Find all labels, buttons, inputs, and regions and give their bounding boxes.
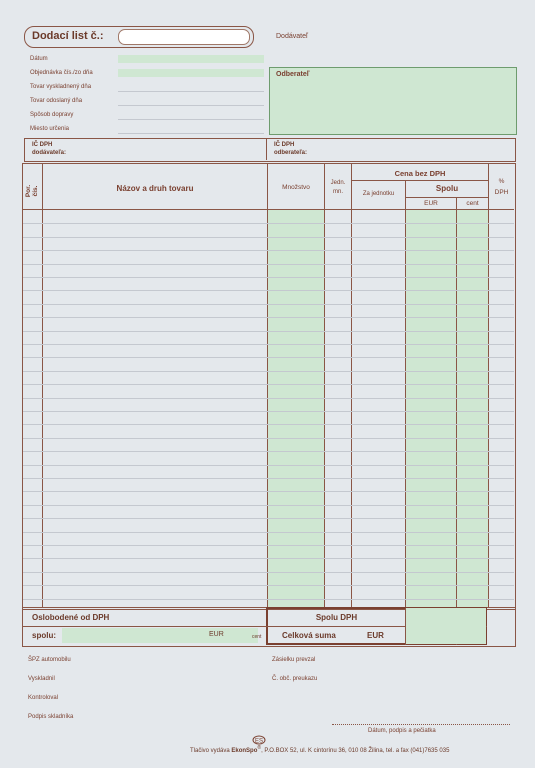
field-dispatched-label: Tovar vyskladnený dňa bbox=[30, 84, 92, 90]
col-header-name: Názov a druh tovaru bbox=[116, 184, 194, 193]
table-row[interactable] bbox=[23, 505, 514, 506]
totals-value-fill[interactable] bbox=[406, 608, 486, 644]
field-order-input[interactable] bbox=[118, 69, 264, 77]
footer-checked-label: Kontroloval bbox=[28, 695, 59, 701]
svg-text:ES: ES bbox=[255, 738, 264, 745]
customer-vat-label-1: IČ DPH bbox=[274, 142, 295, 148]
footer-issued-label: Vyskladnil bbox=[28, 676, 55, 682]
signature-caption: Dátum, podpis a pečiatka bbox=[368, 728, 436, 734]
col-header-eur: EUR bbox=[424, 200, 438, 207]
supplier-vat-label-1: IČ DPH bbox=[32, 142, 53, 148]
supplier-vat-label-2: dodávateľa: bbox=[32, 150, 66, 156]
table-row[interactable] bbox=[23, 277, 514, 278]
table-row[interactable] bbox=[23, 357, 514, 358]
field-destination-label: Miesto určenia bbox=[30, 126, 70, 132]
field-date-input[interactable] bbox=[118, 55, 264, 63]
vat-row bbox=[24, 138, 516, 162]
customer-label: Odberateľ bbox=[276, 71, 310, 78]
total-column-fill bbox=[405, 209, 488, 607]
supplier-label: Dodávateľ bbox=[276, 33, 309, 40]
table-row[interactable] bbox=[23, 290, 514, 291]
table-row[interactable] bbox=[23, 585, 514, 586]
footer-id-label: Č. obč. preukazu bbox=[272, 676, 318, 682]
col-header-total: Spolu bbox=[435, 184, 459, 193]
table-row[interactable] bbox=[23, 264, 514, 265]
table-row[interactable] bbox=[23, 411, 514, 412]
grand-total-label: Celková suma bbox=[282, 631, 336, 640]
table-row[interactable] bbox=[23, 438, 514, 439]
footer-plate-label: ŠPZ automobilu bbox=[28, 657, 71, 663]
col-header-vat-1: % bbox=[498, 178, 505, 185]
vat-total-label: Spolu DPH bbox=[315, 613, 358, 622]
table-row[interactable] bbox=[23, 384, 514, 385]
spolu-value-field[interactable] bbox=[62, 628, 258, 643]
table-row[interactable] bbox=[23, 344, 514, 345]
qty-column-fill bbox=[268, 209, 324, 607]
customer-vat-label-2: odberateľa: bbox=[274, 150, 307, 156]
table-row[interactable] bbox=[23, 491, 514, 492]
table-row[interactable] bbox=[23, 304, 514, 305]
table-row[interactable] bbox=[23, 545, 514, 546]
table-row[interactable] bbox=[23, 572, 514, 573]
col-header-vat-2: DPH bbox=[494, 189, 509, 196]
table-row[interactable] bbox=[23, 237, 514, 238]
table-row[interactable] bbox=[23, 532, 514, 533]
col-header-unit-1: Jedn. bbox=[330, 180, 346, 186]
spolu-eur-label: EUR bbox=[209, 631, 224, 638]
table-row[interactable] bbox=[23, 478, 514, 479]
spolu-label: spolu: bbox=[32, 631, 56, 640]
ekonspo-logo-icon bbox=[252, 732, 266, 745]
field-transport-label: Spôsob dopravy bbox=[30, 112, 74, 118]
col-header-qty: Množstvo bbox=[282, 184, 310, 191]
table-row[interactable] bbox=[23, 599, 514, 600]
table-row[interactable] bbox=[23, 518, 514, 519]
col-header-cent: cent bbox=[466, 200, 479, 207]
col-header-per-unit: Za jednotku bbox=[362, 191, 395, 197]
table-row[interactable] bbox=[23, 398, 514, 399]
table-row[interactable] bbox=[23, 465, 514, 466]
table-row[interactable] bbox=[23, 558, 514, 559]
table-row[interactable] bbox=[23, 331, 514, 332]
field-order-label: Objednávka čís./zo dňa bbox=[30, 70, 93, 76]
printer-prefix: Tlačivo vydáva bbox=[190, 748, 230, 754]
printer-suffix: , P.O.BOX 52, ul. K cintorínu 36, 010 08 Žilina, tel. a fax (041)7635 035 bbox=[261, 748, 450, 754]
document-number-field[interactable] bbox=[118, 29, 250, 45]
table-row[interactable] bbox=[23, 223, 514, 224]
exempt-label: Oslobodené od DPH bbox=[32, 613, 110, 622]
document-title: Dodací list č.: bbox=[32, 30, 104, 42]
printer-brand-reg: ® bbox=[257, 745, 262, 751]
table-row[interactable] bbox=[23, 250, 514, 251]
field-sent-label: Tovar odoslaný dňa bbox=[30, 98, 83, 104]
printer-brand: EkonSpo bbox=[231, 748, 258, 754]
table-row[interactable] bbox=[23, 424, 514, 425]
signature-line[interactable] bbox=[332, 724, 510, 725]
table-row[interactable] bbox=[23, 451, 514, 452]
table-row[interactable] bbox=[23, 371, 514, 372]
col-header-price: Cena bez DPH bbox=[394, 169, 446, 178]
col-header-unit-2: mn. bbox=[332, 189, 343, 195]
col-header-number: Por. čís. bbox=[25, 184, 39, 198]
field-date-label: Dátum bbox=[30, 56, 48, 62]
printer-info bbox=[190, 745, 449, 754]
footer-received-label: Zásielku prevzal bbox=[272, 657, 316, 663]
spolu-cent-label: cent bbox=[252, 634, 262, 640]
grand-total-eur: EUR bbox=[367, 631, 384, 640]
table-row[interactable] bbox=[23, 317, 514, 318]
footer-signature-label: Podpis skladníka bbox=[28, 714, 74, 720]
